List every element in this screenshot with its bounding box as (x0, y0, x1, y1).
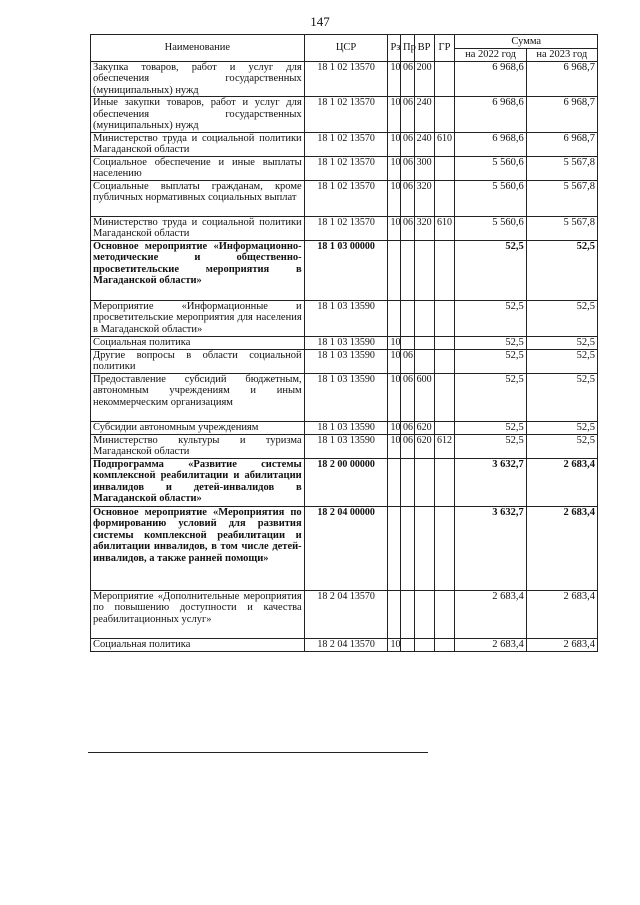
row-pr: 06 (401, 61, 415, 97)
row-pr: 06 (401, 97, 415, 133)
row-name: Министерство культуры и туризма Магаданской области (91, 434, 305, 458)
budget-table (90, 34, 598, 652)
row-name: Мероприятие «Дополнительные мероприятия по повышению доступности и качества реабилитационных услуг» (91, 590, 305, 638)
row-csr: 18 1 03 13590 (304, 434, 388, 458)
row-csr: 18 1 03 13590 (304, 421, 388, 434)
row-gr: 610 (434, 216, 455, 240)
row-sum-2023: 52,5 (526, 373, 597, 421)
row-rz (388, 240, 401, 300)
row-csr: 18 1 03 13590 (304, 349, 388, 373)
header-name: Наименование (91, 35, 305, 62)
row-vr (414, 300, 434, 336)
row-vr (414, 638, 434, 651)
row-csr: 18 1 03 13590 (304, 300, 388, 336)
row-rz: 10 (388, 336, 401, 349)
row-csr: 18 2 04 13570 (304, 638, 388, 651)
row-pr (401, 240, 415, 300)
row-vr (414, 458, 434, 506)
row-rz: 10 (388, 216, 401, 240)
table-body (91, 61, 598, 651)
row-csr: 18 2 00 00000 (304, 458, 388, 506)
table-row (91, 421, 598, 434)
row-gr (434, 506, 455, 590)
row-sum-2022: 5 560,6 (455, 216, 526, 240)
row-sum-2022: 6 968,6 (455, 132, 526, 156)
row-pr: 06 (401, 373, 415, 421)
row-sum-2022: 52,5 (455, 336, 526, 349)
row-vr: 300 (414, 156, 434, 180)
row-pr (401, 300, 415, 336)
header-sum-2023: на 2023 год (526, 49, 597, 62)
row-pr: 06 (401, 434, 415, 458)
row-vr: 600 (414, 373, 434, 421)
row-sum-2022: 2 683,4 (455, 638, 526, 651)
row-sum-2023: 52,5 (526, 434, 597, 458)
table-row (91, 638, 598, 651)
row-gr (434, 458, 455, 506)
table-row (91, 590, 598, 638)
table-row (91, 373, 598, 421)
row-pr (401, 590, 415, 638)
row-sum-2022: 2 683,4 (455, 590, 526, 638)
row-sum-2022: 52,5 (455, 421, 526, 434)
row-sum-2023: 52,5 (526, 349, 597, 373)
row-csr: 18 1 02 13570 (304, 180, 388, 216)
table-row (91, 434, 598, 458)
row-gr (434, 180, 455, 216)
row-csr: 18 1 03 13590 (304, 373, 388, 421)
table-row (91, 180, 598, 216)
row-vr: 240 (414, 97, 434, 133)
row-pr: 06 (401, 216, 415, 240)
row-gr (434, 61, 455, 97)
row-name: Другие вопросы в области социальной политики (91, 349, 305, 373)
row-sum-2022: 6 968,6 (455, 97, 526, 133)
row-csr: 18 2 04 13570 (304, 590, 388, 638)
row-sum-2023: 5 567,8 (526, 216, 597, 240)
row-rz: 10 (388, 156, 401, 180)
row-gr (434, 373, 455, 421)
row-pr (401, 458, 415, 506)
row-gr (434, 97, 455, 133)
row-sum-2022: 3 632,7 (455, 506, 526, 590)
row-name: Основное мероприятие «Мероприятия по формированию условий для развития системы комплексной реабилитации и абилитации инвалидов, в том числе детей-инвалидов, а также ранней помощи» (91, 506, 305, 590)
row-csr: 18 1 02 13570 (304, 61, 388, 97)
row-sum-2022: 52,5 (455, 240, 526, 300)
row-pr (401, 638, 415, 651)
header-rz: Рз (388, 35, 401, 62)
row-gr (434, 336, 455, 349)
row-rz (388, 506, 401, 590)
row-vr (414, 349, 434, 373)
row-sum-2023: 5 567,8 (526, 156, 597, 180)
row-sum-2022: 52,5 (455, 300, 526, 336)
row-vr (414, 506, 434, 590)
row-rz: 10 (388, 421, 401, 434)
row-rz: 10 (388, 180, 401, 216)
row-name: Иные закупки товаров, работ и услуг для обеспечения государственных (муниципальных) нужд (91, 97, 305, 133)
row-vr (414, 240, 434, 300)
row-sum-2022: 5 560,6 (455, 180, 526, 216)
row-sum-2023: 6 968,7 (526, 97, 597, 133)
row-csr: 18 1 02 13570 (304, 156, 388, 180)
row-vr (414, 336, 434, 349)
page-number: 147 (310, 14, 330, 29)
row-pr (401, 506, 415, 590)
row-csr: 18 2 04 00000 (304, 506, 388, 590)
table-row (91, 240, 598, 300)
row-gr (434, 240, 455, 300)
table-row (91, 349, 598, 373)
row-name: Подпрограмма «Развитие системы комплексной реабилитации и абилитации инвалидов и детей-инвалидов в Магаданской области» (91, 458, 305, 506)
table-row (91, 132, 598, 156)
row-sum-2023: 5 567,8 (526, 180, 597, 216)
header-pr: Пр (401, 35, 415, 62)
header-vr: ВР (414, 35, 434, 62)
table-row (91, 300, 598, 336)
row-rz (388, 590, 401, 638)
row-name: Социальная политика (91, 638, 305, 651)
table-row (91, 61, 598, 97)
row-pr: 06 (401, 180, 415, 216)
row-rz: 10 (388, 434, 401, 458)
row-sum-2023: 2 683,4 (526, 638, 597, 651)
row-sum-2023: 52,5 (526, 421, 597, 434)
row-csr: 18 1 03 00000 (304, 240, 388, 300)
row-vr (414, 590, 434, 638)
row-gr (434, 156, 455, 180)
row-gr (434, 638, 455, 651)
row-name: Социальные выплаты гражданам, кроме публичных нормативных социальных выплат (91, 180, 305, 216)
row-name: Закупка товаров, работ и услуг для обеспечения государственных (муниципальных) нужд (91, 61, 305, 97)
row-sum-2022: 52,5 (455, 434, 526, 458)
row-rz: 10 (388, 97, 401, 133)
row-sum-2022: 5 560,6 (455, 156, 526, 180)
row-name: Мероприятие «Информационные и просветительские мероприятия для населения в Магаданской области» (91, 300, 305, 336)
header-gr: ГР (434, 35, 455, 62)
table-row (91, 97, 598, 133)
row-sum-2023: 6 968,7 (526, 132, 597, 156)
table-row (91, 506, 598, 590)
row-sum-2023: 2 683,4 (526, 458, 597, 506)
row-pr (401, 336, 415, 349)
row-gr: 610 (434, 132, 455, 156)
row-vr: 320 (414, 216, 434, 240)
row-name: Основное мероприятие «Информационно-методические и общественно-просветительские мероприятия в Магаданской области» (91, 240, 305, 300)
row-vr: 620 (414, 434, 434, 458)
row-sum-2022: 52,5 (455, 349, 526, 373)
row-csr: 18 1 03 13590 (304, 336, 388, 349)
row-rz (388, 300, 401, 336)
row-sum-2023: 6 968,7 (526, 61, 597, 97)
row-name: Министерство труда и социальной политики Магаданской области (91, 216, 305, 240)
row-sum-2023: 2 683,4 (526, 590, 597, 638)
row-vr: 240 (414, 132, 434, 156)
table-row (91, 156, 598, 180)
row-vr: 620 (414, 421, 434, 434)
row-gr (434, 300, 455, 336)
row-vr: 320 (414, 180, 434, 216)
header-csr: ЦСР (304, 35, 388, 62)
table-row (91, 336, 598, 349)
row-name: Социальная политика (91, 336, 305, 349)
row-name: Министерство труда и социальной политики Магаданской области (91, 132, 305, 156)
row-sum-2023: 52,5 (526, 240, 597, 300)
row-pr: 06 (401, 132, 415, 156)
row-gr: 612 (434, 434, 455, 458)
header-sum-2022: на 2022 год (455, 49, 526, 62)
row-gr (434, 590, 455, 638)
table-row (91, 458, 598, 506)
row-csr: 18 1 02 13570 (304, 132, 388, 156)
row-rz (388, 458, 401, 506)
row-sum-2023: 2 683,4 (526, 506, 597, 590)
row-sum-2023: 52,5 (526, 336, 597, 349)
row-pr: 06 (401, 421, 415, 434)
row-rz: 10 (388, 638, 401, 651)
row-pr: 06 (401, 349, 415, 373)
row-pr: 06 (401, 156, 415, 180)
divider-line (88, 752, 428, 753)
row-sum-2022: 52,5 (455, 373, 526, 421)
row-rz: 10 (388, 61, 401, 97)
table-row (91, 216, 598, 240)
row-rz: 10 (388, 349, 401, 373)
row-name: Социальное обеспечение и иные выплаты населению (91, 156, 305, 180)
row-rz: 10 (388, 373, 401, 421)
row-rz: 10 (388, 132, 401, 156)
row-sum-2022: 3 632,7 (455, 458, 526, 506)
row-name: Предоставление субсидий бюджетным, автономным учреждениям и иным некоммерческим организациям (91, 373, 305, 421)
header-sum: Сумма (455, 35, 598, 49)
row-sum-2022: 6 968,6 (455, 61, 526, 97)
row-gr (434, 349, 455, 373)
row-csr: 18 1 02 13570 (304, 216, 388, 240)
row-csr: 18 1 02 13570 (304, 97, 388, 133)
row-gr (434, 421, 455, 434)
row-name: Субсидии автономным учреждениям (91, 421, 305, 434)
row-sum-2023: 52,5 (526, 300, 597, 336)
row-vr: 200 (414, 61, 434, 97)
